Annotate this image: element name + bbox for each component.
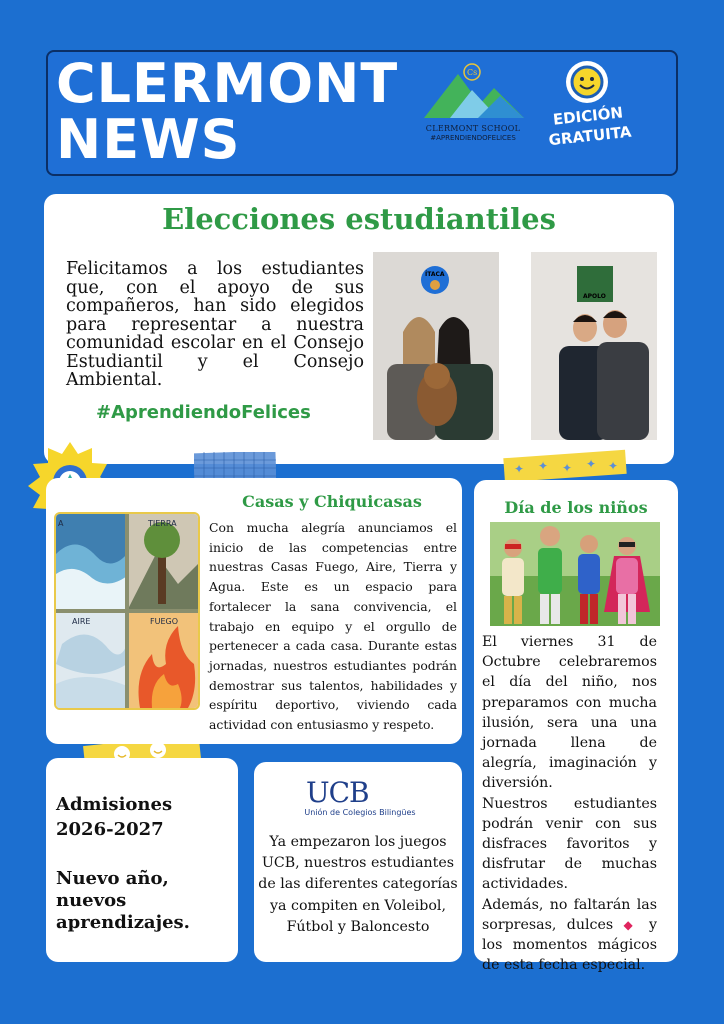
masthead-line-1: CLERMONT [56, 52, 399, 115]
masthead [56, 52, 399, 171]
ucb-logo: UCB [306, 776, 369, 809]
label-tierra: TIERRA [148, 519, 177, 528]
label-fuego: FUEGO [150, 617, 179, 626]
svg-text:✦: ✦ [562, 461, 573, 475]
casas-body: Con mucha alegría anunciamos el inicio de las competencias entre nuestras Casas Fuego, Aire, Tierra y Agua. Este es un espacio para fortalecer la sana convivencia, el trabajo en equipo y el orgullo de pertenecer a cada casa. Durante estas jornadas, nuestros estudiantes podrán demostrar sus talentos, habilidades y espíritu deportivo, viviendo cada actividad con entusiasmo y respeto. [209, 520, 457, 733]
admisiones-line-4: nuevos [56, 890, 127, 911]
masthead-line-2: NEWS [56, 108, 241, 171]
ninos-paragraph-2: Nuestros estudiantes podrán venir con sus disfraces favoritos y disfrutar de muchas actividades. [482, 795, 657, 893]
ninos-paragraph-3 [482, 895, 657, 976]
elections-body: Felicitamos a los estudiantes que, con el apoyo de sus compañeros, han sido elegidos para representar a nuestra comunidad escolar en el Consejo Estudiantil y el Consejo Ambiental. [66, 259, 364, 390]
photo-1-label: ÍTACA [425, 271, 445, 278]
edition-line-2: GRATUITA [547, 122, 633, 150]
ninos-paragraph-3b: y los momentos mágicos de esta fecha especial. [482, 916, 657, 974]
star-tape-decoration [500, 448, 630, 484]
ninos-paragraph-3a: Además, no faltarán las sorpresas, dulces [482, 896, 657, 933]
admisiones-line-1: Admisiones [56, 794, 173, 815]
ninos-paragraph-1: El viernes 31 de Octubre celebraremos el día del niño, nos preparamos con mucha ilusión, sera una una jornada llena de alegría, imaginación y diversión. [482, 634, 657, 792]
elections-photo-2 [531, 252, 657, 440]
svg-text:✦: ✦ [586, 457, 597, 471]
elections-photo-1 [373, 252, 499, 440]
admisiones-line-3: Nuevo año, [56, 868, 169, 889]
ucb-logo-subtitle: Unión de Colegios Bilingües [304, 808, 416, 817]
elections-title: Elecciones estudiantiles [162, 202, 556, 236]
ninos-title: Día de los niños [504, 498, 648, 517]
kids-costume-photo [490, 522, 660, 626]
elements-illustration [54, 512, 200, 710]
school-hashtag: #APRENDIENDOFELICES [430, 134, 516, 142]
photo-2-label: APOLO [583, 293, 606, 300]
svg-text:✦: ✦ [608, 459, 619, 473]
candy-icon: ◆ [623, 917, 639, 932]
admisiones-tagline [56, 868, 236, 934]
label-agua: A [58, 519, 64, 528]
admisiones-heading [56, 792, 236, 842]
school-name: CLERMONT SCHOOL [425, 124, 521, 133]
logo-mark: Cs [467, 68, 478, 77]
elections-hashtag: #AprendiendoFelices [96, 402, 311, 423]
ninos-body [482, 632, 657, 975]
admisiones-line-2: 2026-2027 [56, 819, 164, 840]
casas-title: Casas y Chiquicasas [242, 492, 422, 511]
admisiones-line-5: aprendizajes. [56, 912, 190, 933]
label-aire: AIRE [72, 617, 91, 626]
svg-text:✦: ✦ [514, 462, 525, 476]
ucb-body: Ya empezaron los juegos UCB, nuestros estudiantes de las diferentes categorías ya compiten en Voleibol, Fútbol y Baloncesto [258, 834, 458, 935]
svg-text:✦: ✦ [538, 459, 549, 473]
edition-line-1: EDICIÓN [552, 103, 624, 129]
smiley-icon [565, 60, 609, 104]
